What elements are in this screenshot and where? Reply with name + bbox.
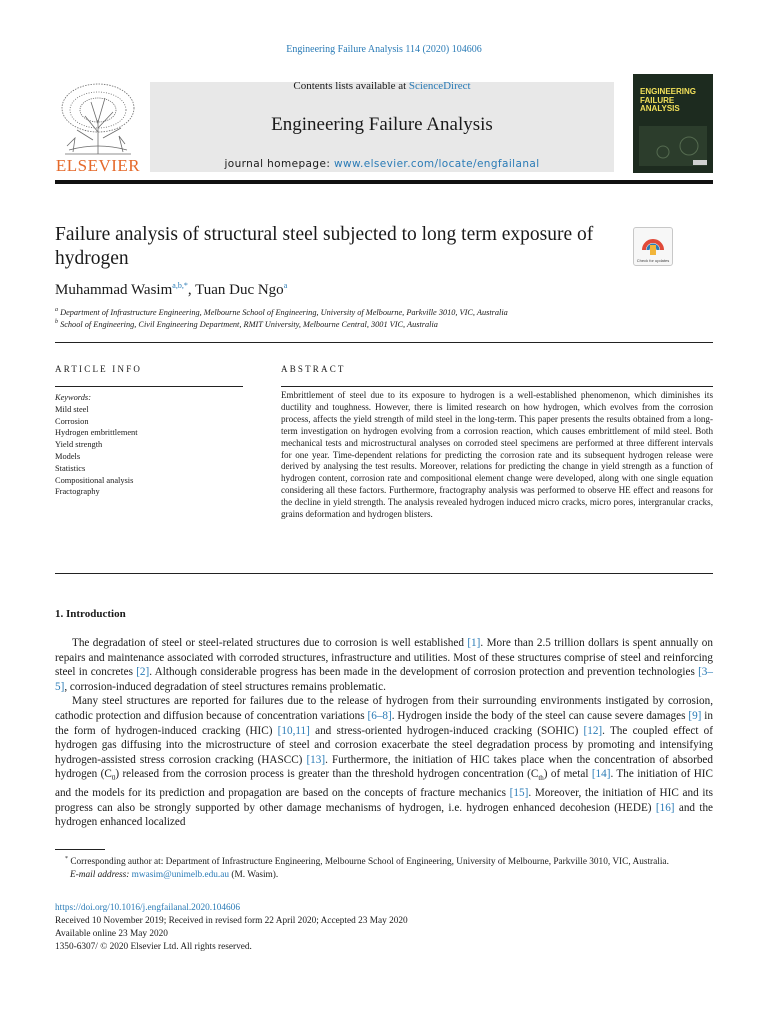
available-online: Available online 23 May 2020 (55, 929, 168, 939)
author-separator: , (187, 282, 196, 298)
author-name: Tuan Duc Ngo (195, 282, 284, 298)
footnote-text: Corresponding author at: Department of Infrastructure Engineering, Melbourne School of Engineering, University of Melbourne, Parkville 3010, VIC, Australia. (70, 857, 669, 868)
contents-line (150, 80, 614, 92)
text-run: The degradation of steel or steel-related structures due to corrosion is well established (72, 637, 468, 649)
keyword-item: Models (55, 451, 81, 461)
abstract-rule (281, 386, 713, 387)
email-link[interactable]: mwasim@unimelb.edu.au (131, 870, 230, 881)
text-run: . More than 2.5 trillion dollars is spent annually on repairs and maintenance associated with corroded structures, infrastructure and utilities. Most of these structures comprise of steel and reinforcing steel in concretes (55, 637, 713, 679)
author-affiliation-marks[interactable]: a (283, 281, 288, 290)
corresponding-author-footnote (55, 853, 713, 882)
keyword-item: Corrosion (55, 416, 89, 426)
sciencedirect-link[interactable]: ScienceDirect (408, 80, 471, 92)
text-run: and stress-oriented hydrogen-induced cracking (SOHIC) (309, 724, 584, 737)
subscript: 0 (111, 774, 116, 783)
keywords-label: Keywords: (55, 393, 91, 402)
keyword-item: Yield strength (55, 440, 103, 450)
header-rule (55, 180, 713, 184)
elsevier-wordmark: ELSEVIER (55, 156, 141, 175)
email-owner: (M. Wasim). (231, 870, 279, 881)
check-for-updates-icon (634, 228, 672, 265)
text-run: Many steel structures are reported for failures due to the release of hydrogen from their surrounding environments instigated by corrosion, cathodic protection and diffusion because of concentration variations (55, 695, 713, 722)
citation-link[interactable]: [1] (467, 637, 481, 649)
homepage-link[interactable]: www.elsevier.com/locate/engfailanal (334, 158, 540, 170)
article-info-heading: ARTICLE INFO (55, 364, 143, 374)
footnote-star: * (65, 856, 68, 862)
citation-link[interactable]: [15] (509, 787, 529, 800)
citation-link[interactable]: [3–5] (55, 666, 713, 693)
doi-link[interactable]: https://doi.org/10.1016/j.engfailanal.2020.104606 (55, 903, 240, 913)
keyword-item: Statistics (55, 463, 86, 473)
text-run: . The initiation of HIC and the models for its prediction and propagation are based on the concepts of fracture mechanics (55, 768, 713, 800)
text-run: . The coupled effect of hydrogen gas diffusing into the microstructure of steel and corrosion exacerbate the steel degradation process by promoting and intensifying hydrogen-assisted stress corrosion cracking (HASCC) (55, 724, 713, 766)
text-run: , corrosion-induced degradation of steel structures remains problematic. (64, 680, 386, 693)
badge-label: Check for updates (636, 258, 670, 263)
journal-reference[interactable]: Engineering Failure Analysis 114 (2020) 104606 (286, 44, 482, 55)
keywords-list (55, 392, 138, 498)
affiliation-b (55, 319, 438, 329)
affiliation-text: School of Engineering, Civil Engineering Department, RMIT University, Melbourne Central, 3001 VIC, Australia (60, 319, 438, 329)
text-run: ) released from the corrosion process is greater than the threshold hydrogen concentration (C (115, 768, 539, 781)
received-dates: Received 10 November 2019; Received in revised form 22 April 2020; Accepted 23 May 2020 (55, 916, 408, 926)
text-run: . Furthermore, the initiation of HIC takes place when the concentration of absorbed hydrogen (C (55, 753, 713, 781)
paragraph (55, 694, 713, 830)
section-rule (55, 342, 713, 343)
journal-homepage (150, 158, 614, 170)
keyword-item: Mild steel (55, 404, 89, 414)
article-metadata (55, 902, 408, 954)
author-name: Muhammad Wasim (55, 282, 173, 298)
subscript: th (538, 774, 544, 783)
contents-prefix: Contents lists available at (293, 80, 409, 92)
citation-link[interactable]: [2] (136, 666, 150, 679)
article-info-rule (55, 386, 243, 387)
citation-link[interactable]: [10,11] (277, 724, 310, 737)
text-run: ) of metal (543, 768, 592, 781)
abstract-text: Embrittlement of steel due to its exposure to hydrogen is a well-established phenomenon, which diminishes its ductility and toughness. However, there is limited research on how hydrogen, which evolves from the corrosion process, affects the yield strength of mild steel in the long-term. This paper presents the results obtained from a long-term investigation on hydrogen evolving from a corrosion reaction, which causes embrittlement of mild steel. Both mechanical tests and microstructural analyses on corroded steel specimens are performed at three different intervals for one year. Time-dependent relations for predicting the corrosion rate and its subsequent hydrogen release were derived by analysing the test results. Moreover, relations for predicting the change in yield strength as a function of hydrogen content, corrosion rate and compositional element change were developed, along with one single equation considering all these factors. Furthermore, fractography analysis was performed to observe HE effect and reasons for the decline in yield strength. The analysis revealed hydrogen induced micro cracks, micro pores, intergranular cracks, grains deformation and hydrogen blisters. (281, 390, 713, 520)
citation-link[interactable]: [13] (306, 753, 326, 766)
introduction-heading: 1. Introduction (55, 608, 126, 620)
text-run: in the form of hydrogen-induced cracking (HIC) (55, 709, 714, 737)
affiliation-mark: b (55, 319, 58, 325)
text-run: . Although considerable progress has been made in the development of corrosion protection and prevention technologies (149, 666, 699, 679)
citation-link[interactable]: [16] (655, 801, 675, 814)
text-run: . Moreover, the initiation of HIC and its progress can also be strongly supported by other damage mechanisms of hydrogen, i.e. hydrogen enhanced decohesion (HEDE) (55, 787, 713, 814)
author-affiliation-marks[interactable]: a,b, (172, 281, 184, 290)
text-run: and the hydrogen enhanced localized (55, 801, 714, 829)
text-run: . Hydrogen inside the body of the steel can cause severe damages (391, 709, 689, 722)
email-label: E-mail address: (70, 870, 130, 881)
homepage-prefix: journal homepage: (224, 158, 334, 170)
introduction-body (55, 636, 713, 830)
keyword-item: Compositional analysis (55, 475, 134, 485)
citation-link[interactable]: [12] (583, 724, 603, 737)
cover-title: ENGINEERING FAILURE ANALYSIS (640, 87, 697, 113)
footnote-rule (55, 849, 105, 850)
citation-link[interactable]: [6–8] (367, 709, 392, 722)
affiliation-text: Department of Infrastructure Engineering, Melbourne School of Engineering, University of Melbourne, Parkville 3010, VIC, Australia (60, 307, 508, 317)
affiliation-a (55, 307, 508, 317)
copyright: 1350-6307/ © 2020 Elsevier Ltd. All rights reserved. (55, 942, 252, 952)
author-list (55, 281, 287, 299)
corresponding-author-mark[interactable]: * (183, 281, 188, 290)
check-for-updates-badge[interactable] (633, 227, 673, 266)
keyword-item: Hydrogen embrittlement (55, 428, 138, 438)
abstract-heading: ABSTRACT (281, 364, 346, 374)
paper-title: Failure analysis of structural steel subjected to long term exposure of hydrogen (55, 224, 594, 269)
keyword-item: Fractography (55, 487, 100, 497)
journal-title: Engineering Failure Analysis (271, 114, 493, 135)
paragraph (55, 636, 713, 694)
section-rule (55, 573, 713, 574)
affiliation-mark: a (55, 307, 58, 313)
citation-link[interactable]: [14] (591, 768, 611, 781)
citation-link[interactable]: [9] (688, 709, 702, 722)
